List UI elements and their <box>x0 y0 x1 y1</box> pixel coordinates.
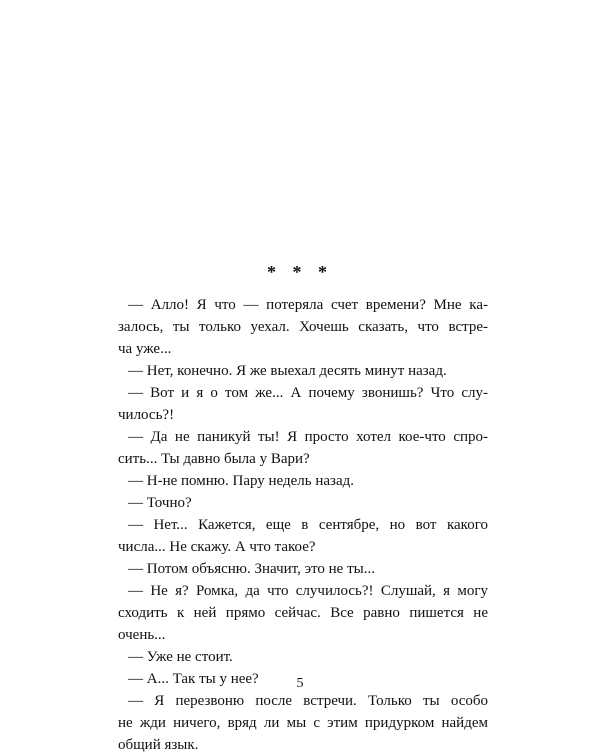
text-line: — Нет, конечно. Я же выехал десять минут назад. <box>128 363 447 379</box>
text-line: очень... <box>118 627 166 643</box>
text-line: — А... Так ты у нее? <box>128 671 259 687</box>
text-line: — Вот и я о том же... А почему звонишь? Что слу- <box>128 385 488 401</box>
text-line: — Точно? <box>128 495 192 511</box>
text-line: — Н-не помню. Пару недель назад. <box>128 473 355 489</box>
text-line: общий язык. <box>118 737 199 753</box>
text-line: не жди ничего, вряд ли мы с этим придурком найдем <box>118 715 488 731</box>
page-number: 5 <box>296 676 304 691</box>
text-line: чилось?! <box>118 407 175 423</box>
section-separator: * * * <box>267 262 333 282</box>
text-line: — Да не паникуй ты! Я просто хотел кое-что спро- <box>128 429 488 445</box>
text-line: сходить к ней прямо сейчас. Все равно пишется не <box>118 605 488 621</box>
text-line: залось, ты только уехал. Хочешь сказать, что встре- <box>118 319 488 335</box>
text-line: — Алло! Я что — потеряла счет времени? Мне ка- <box>128 297 488 313</box>
text-line: — Не я? Ромка, да что случилось?! Слушай, я могу <box>128 583 488 599</box>
text-line: — Потом объясню. Значит, это не ты... <box>128 561 375 577</box>
text-line: — Я перезвоню после встречи. Только ты особо <box>128 693 488 709</box>
text-line: сить... Ты давно была у Вари? <box>118 451 310 467</box>
text-line: числа... Не скажу. А что такое? <box>118 539 316 555</box>
text-line: ча уже... <box>118 341 172 357</box>
text-line: — Нет... Кажется, еще в сентябре, но вот какого <box>128 517 488 533</box>
text-line: — Уже не стоит. <box>128 649 233 665</box>
